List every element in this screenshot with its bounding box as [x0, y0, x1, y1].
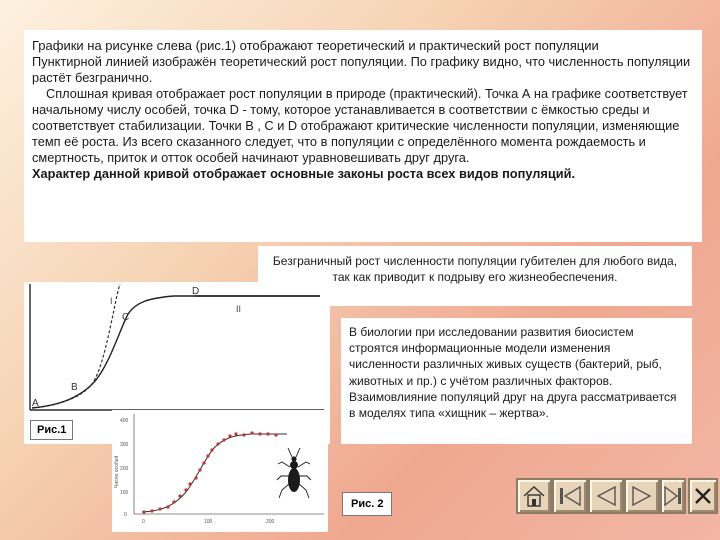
last-slide-button[interactable]: [660, 478, 686, 514]
previous-slide-button[interactable]: [588, 478, 624, 514]
point-a-label: A: [32, 398, 39, 409]
point-d-label: D: [192, 286, 200, 297]
first-slide-button[interactable]: [552, 478, 588, 514]
logistic-fit-curve: [142, 434, 287, 512]
fig2-y-ticks: [120, 418, 129, 518]
models-note: В биологии при исследовании развития биосистем строятся информационные модели изменения численности различных живых существ (бактерий, рыб, животных и пр.) с учётом различных факторов. Взаимовлияние популяций друг на друга рассматривается в моделях типа «хищник – жертва».: [341, 318, 692, 444]
beetle-icon: [277, 448, 311, 498]
next-slide-button[interactable]: [624, 478, 660, 514]
figure-2: [112, 410, 328, 532]
next-icon: [626, 480, 658, 512]
fig2-y-tick: 0: [124, 512, 127, 518]
point-b-label: B: [71, 382, 78, 393]
paragraph-conclusion: Характер данной кривой отображает основные законы роста всех видов популяций.: [32, 166, 576, 181]
last-icon: [662, 480, 684, 512]
main-text-panel: [24, 30, 702, 242]
home-button[interactable]: [516, 478, 552, 514]
paragraph-theoretical: Пунктирной линией изображён теоретический рост популяции. По графику видно, что численность популяции растёт безгранично.: [32, 54, 691, 85]
curve-2-label: II: [236, 304, 242, 314]
fig2-x-tick: 0: [142, 519, 145, 525]
first-icon: [554, 480, 586, 512]
curve-1-label: I: [110, 296, 113, 306]
close-button[interactable]: [688, 478, 718, 514]
fig2-y-tick: 400: [120, 418, 129, 424]
unlimited-growth-note: Безграничный рост численности популяции губителен для любого вида, так как приводит к подрыву его жизнеобеспечения.: [258, 246, 692, 306]
home-icon: [518, 480, 550, 512]
observed-points: [142, 431, 277, 513]
fig2-y-tick: 200: [120, 466, 129, 472]
previous-icon: [590, 480, 622, 512]
point-c-label: C: [122, 312, 130, 323]
fig2-x-tick: 200: [266, 519, 275, 525]
close-icon: [690, 480, 716, 512]
fig2-y-tick: 100: [120, 490, 129, 496]
figure-1-caption: Рис.1: [30, 420, 73, 440]
main-title: Графики на рисунке слева (рис.1) отображают теоретический и практический рост популяции: [32, 38, 599, 53]
fig2-y-tick: 300: [120, 442, 129, 448]
fig2-x-ticks: [142, 519, 275, 525]
fig2-x-tick: 100: [204, 519, 213, 525]
fig2-y-label: Число особей: [114, 455, 120, 488]
figure-2-caption: Рис. 2: [342, 492, 392, 516]
paragraph-practical: Сплошная кривая отображает рост популяции в природе (практический). Точка А на графике соответствует начальному числу особей, точка D - тому, которое устанавливается в соответствии с ёмкостью среды и соответствует стабилизации. Точки В , С и D отображают критические численности популяции, изменяющие темп её роста. Из всего сказанного следует, что в популяции с определённого момента рождаемость и смертность, приток и отток особей начинают уравновешивать друг друга.: [32, 86, 688, 165]
